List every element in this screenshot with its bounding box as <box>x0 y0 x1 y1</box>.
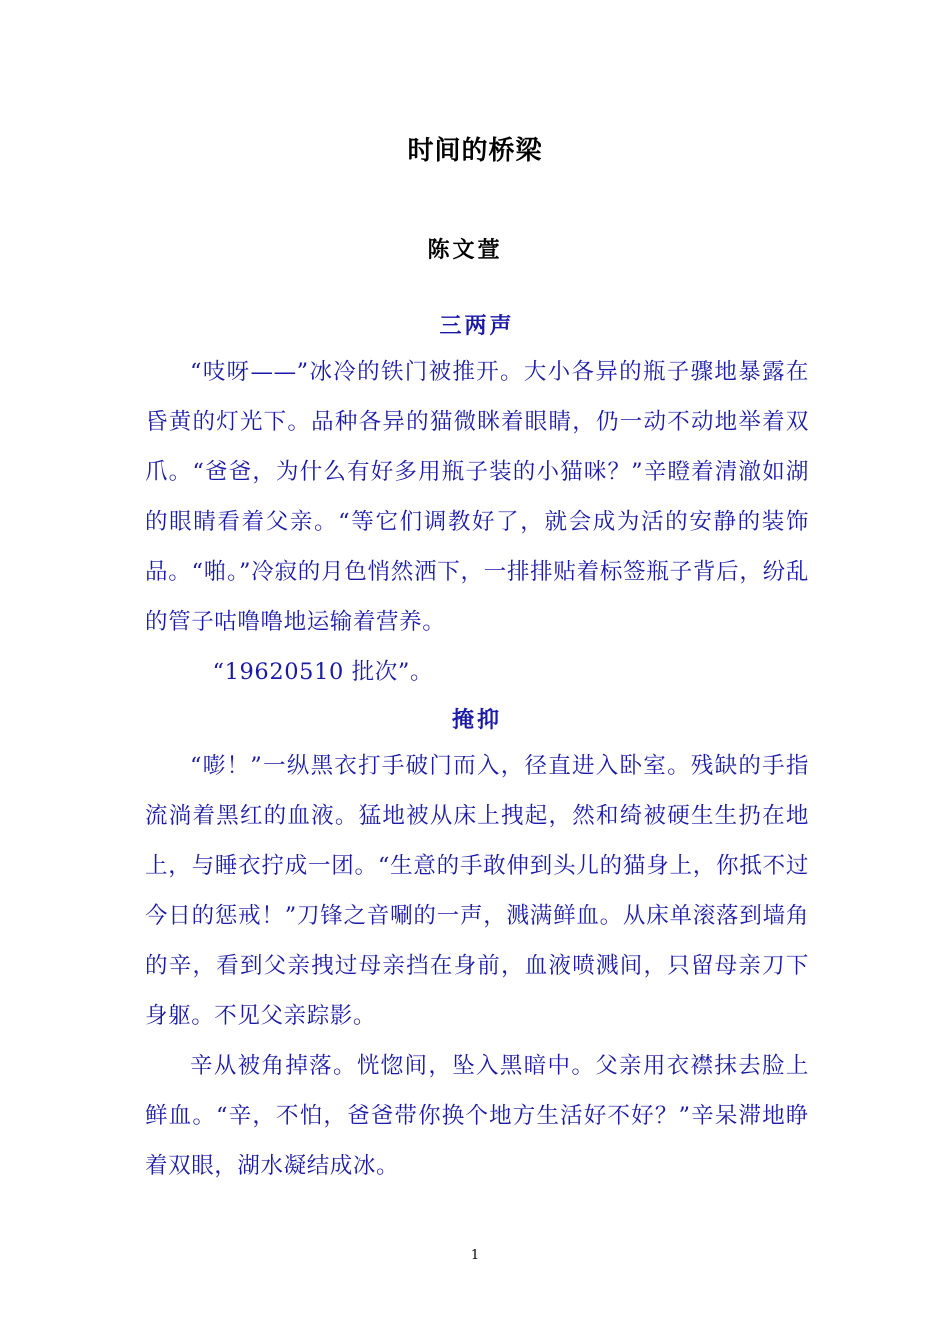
paragraph: “嘭！”一纵黑衣打手破门而入，径直进入卧室。残缺的手指流淌着黑红的血液。猛地被从床上拽起，然和绮被硬生生扔在地上，与睡衣拧成一团。“生意的手敢伸到头儿的猫身上，你抵不过今日的惩戒！”刀锋之音唰的一声，溅满鲜血。从床单滚落到墙角的辛，看到父亲拽过母亲挡在身前，血液喷溅间，只留母亲刀下身躯。不见父亲踪影。 <box>145 753 809 1029</box>
author-name: 陈文萱 <box>427 237 503 263</box>
document-body <box>145 305 809 1191</box>
paragraph: 辛从被角掉落。恍惚间，坠入黑暗中。父亲用衣襟抹去脸上鲜血。“辛，不怕，爸爸带你换个地方生活好不好？”辛呆滞地睁着双眼，湖水凝结成冰。 <box>145 1053 809 1179</box>
paragraph: “19620510 批次”。 <box>212 659 434 685</box>
section-heading: 三两声 <box>439 313 515 339</box>
page-number: 1 <box>470 1248 480 1263</box>
paragraph: “吱呀——”冰冷的铁门被推开。大小各异的瓶子骤地暴露在昏黄的灯光下。品种各异的猫微眯着眼睛，仍一动不动地举着双爪。“爸爸，为什么有好多用瓶子装的小猫咪？”辛瞪着清澈如湖的眼睛看着父亲。“等它们调教好了，就会成为活的安静的装饰品。“啪。”冷寂的月色悄然洒下，一排排贴着标签瓶子背后，纷乱的管子咕噜噜地运输着营养。 <box>145 359 809 635</box>
document-title: 时间的桥梁 <box>407 136 543 166</box>
section-heading: 掩抑 <box>451 707 502 733</box>
